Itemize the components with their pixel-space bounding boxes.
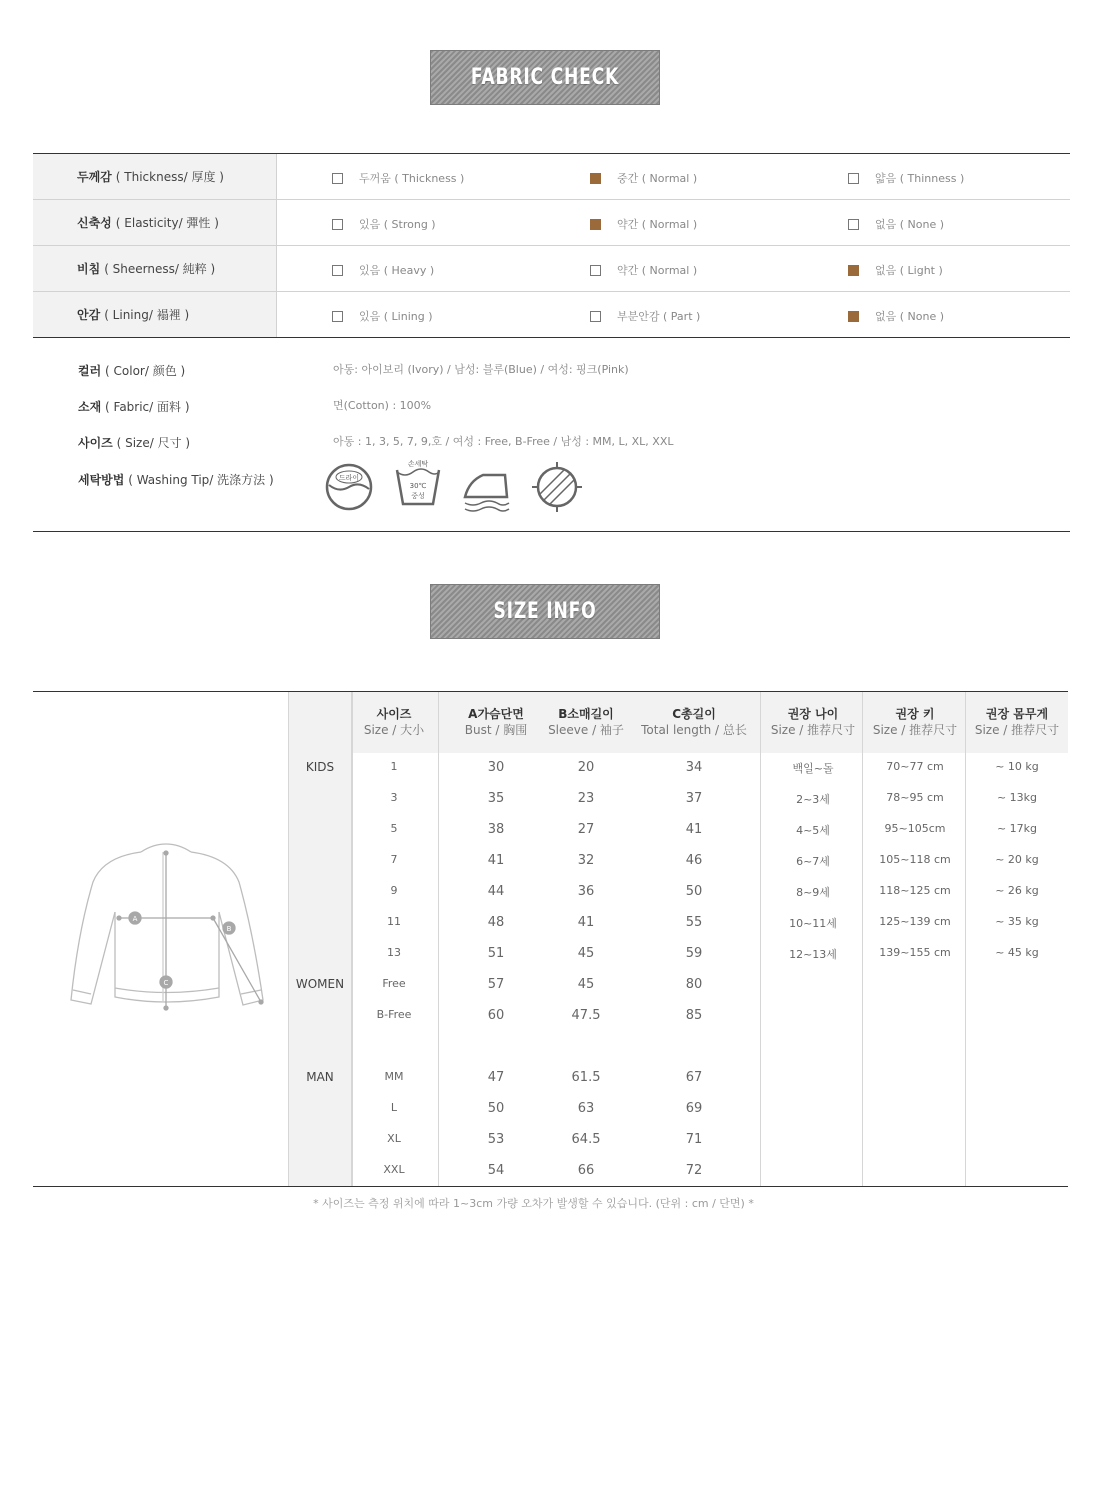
fabric-option	[332, 262, 434, 278]
fabric-option	[848, 216, 944, 232]
fabric-label-ko: 안감	[77, 308, 101, 322]
fabric-option	[848, 262, 943, 278]
column-divider	[438, 692, 439, 1186]
fabric-option-label: 부분안감 ( Part )	[617, 310, 701, 323]
header-ko: B소매길이	[558, 707, 614, 721]
checkbox	[590, 311, 601, 322]
fabric-row	[33, 246, 1070, 292]
size-cell-bust: 41	[487, 853, 505, 868]
size-cell-length: 50	[685, 884, 703, 899]
checkbox	[590, 173, 601, 184]
size-cell-weight: ~ 35 kg	[995, 915, 1039, 928]
size-cell-size: 1	[390, 760, 398, 773]
product-details	[33, 338, 1070, 532]
size-info-title: SIZE INFO	[493, 599, 597, 624]
fabric-label-en: ( Lining/ 褟裡 )	[104, 308, 190, 322]
fabric-option-label: 약간 ( Normal )	[617, 264, 698, 277]
size-header-sleeve	[543, 706, 629, 738]
header-sub: Size / 推荐尺寸	[872, 723, 958, 737]
size-cell-size: 3	[390, 791, 398, 804]
fabric-check-table	[33, 153, 1070, 338]
size-cell-sleeve: 47.5	[571, 1008, 601, 1023]
header-sub: Bust / 胸围	[464, 723, 528, 737]
column-divider	[965, 692, 966, 1186]
fabric-option	[332, 216, 436, 232]
marker-b: B	[226, 925, 232, 933]
header-ko: 사이즈	[376, 707, 412, 721]
size-cell-height: 95~105cm	[884, 822, 946, 835]
wash-detergent-text: 중성	[411, 492, 425, 500]
size-cell-sleeve: 20	[577, 760, 595, 775]
wash-temp-text: 30℃	[409, 482, 427, 490]
fabric-option-label: 얇음 ( Thinness )	[875, 172, 965, 185]
checkbox	[848, 173, 859, 184]
fabric-label-en: ( Thickness/ 厚度 )	[115, 170, 224, 184]
fabric-row-label	[33, 246, 277, 291]
fabric-option	[332, 308, 433, 324]
size-cell-bust: 48	[487, 915, 505, 930]
size-cell-size: Free	[382, 977, 406, 990]
size-cell-sleeve: 64.5	[571, 1132, 601, 1147]
size-cell-length: 59	[685, 946, 703, 961]
header-sub: Sleeve / 袖子	[548, 723, 624, 737]
header-ko: C총길이	[672, 707, 716, 721]
checkbox	[848, 219, 859, 230]
fabric-option	[332, 170, 464, 186]
fabric-option	[590, 262, 697, 278]
size-category: MAN	[306, 1070, 334, 1084]
size-cell-weight: ~ 10 kg	[995, 760, 1039, 773]
size-cell-bust: 30	[487, 760, 505, 775]
size-cell-size: L	[390, 1101, 398, 1114]
size-cell-length: 34	[685, 760, 703, 775]
fabric-option	[848, 170, 964, 186]
size-cell-bust: 53	[487, 1132, 505, 1147]
marker-c: C	[163, 979, 169, 987]
size-cell-size: 7	[390, 853, 398, 866]
sweatshirt-sketch	[33, 692, 288, 1186]
fabric-option-label: 있음 ( Heavy )	[359, 264, 435, 277]
fabric-option-label: 중간 ( Normal )	[617, 172, 698, 185]
header-ko: A가슴단면	[468, 707, 524, 721]
color-label: 컬러 ( Color/ 颜色 )	[78, 364, 186, 378]
size-cell-age: 12~13세	[789, 948, 837, 961]
size-category: KIDS	[305, 760, 335, 774]
size-cell-bust: 54	[487, 1163, 505, 1178]
size-cell-weight: ~ 13kg	[996, 791, 1038, 804]
size-cell-length: 67	[685, 1070, 703, 1085]
fabric-option	[848, 308, 944, 324]
checkbox	[590, 265, 601, 276]
size-cell-height: 139~155 cm	[879, 946, 951, 959]
size-info-banner	[430, 584, 660, 639]
column-divider	[760, 692, 761, 1186]
fabric-row	[33, 292, 1070, 338]
size-header-height	[864, 706, 966, 738]
size-cell-sleeve: 61.5	[571, 1070, 601, 1085]
size-cell-weight: ~ 20 kg	[995, 853, 1039, 866]
size-cell-length: 37	[685, 791, 703, 806]
size-header-age	[762, 706, 864, 738]
size-cell-bust: 57	[487, 977, 505, 992]
dry-clean-icon	[323, 461, 375, 513]
size-header-bust	[453, 706, 539, 738]
fabric-option	[590, 216, 697, 232]
size-header-weight	[966, 706, 1068, 738]
size-cell-sleeve: 63	[577, 1101, 595, 1116]
size-cell-height: 105~118 cm	[879, 853, 951, 866]
no-bleach-icon	[531, 461, 583, 513]
fabric-row-label	[33, 292, 277, 337]
checkbox	[590, 219, 601, 230]
size-cell-size: XXL	[383, 1163, 405, 1176]
header-sub: Size / 推荐尺寸	[770, 723, 856, 737]
iron-icon	[461, 461, 513, 513]
size-cell-sleeve: 45	[577, 977, 595, 992]
header-sub: Size / 大小	[363, 723, 425, 737]
column-divider	[862, 692, 863, 1186]
size-cell-size: 11	[387, 915, 401, 928]
size-cell-sleeve: 27	[577, 822, 595, 837]
marker-a: A	[132, 915, 138, 923]
fabric-option-label: 두꺼움 ( Thickness )	[359, 172, 465, 185]
size-cell-bust: 47	[487, 1070, 505, 1085]
size-cell-bust: 44	[487, 884, 505, 899]
column-divider	[352, 692, 353, 1186]
size-value: 아동 : 1, 3, 5, 7, 9,호 / 여성 : Free, B-Free / 남성 : MM, L, XL, XXL	[333, 435, 674, 448]
size-cell-weight: ~ 26 kg	[995, 884, 1039, 897]
fabric-option-label: 있음 ( Strong )	[359, 218, 436, 231]
size-cell-weight: ~ 17kg	[996, 822, 1038, 835]
header-ko: 권장 키	[895, 707, 935, 721]
header-sub: Total length / 总长	[641, 723, 747, 737]
fabric-row	[33, 154, 1070, 200]
fabric-label-en: ( Elasticity/ 彈性 )	[115, 216, 219, 230]
size-cell-height: 118~125 cm	[879, 884, 951, 897]
fabric-label: 소재 ( Fabric/ 面料 )	[78, 400, 190, 414]
size-cell-sleeve: 41	[577, 915, 595, 930]
size-cell-height: 70~77 cm	[886, 760, 944, 773]
size-cell-age: 10~11세	[789, 917, 837, 930]
size-cell-size: XL	[387, 1132, 401, 1145]
fabric-label-ko: 비침	[77, 262, 101, 276]
fabric-option	[590, 308, 700, 324]
header-ko: 권장 몸무게	[985, 707, 1049, 721]
dry-clean-text: 드라이	[338, 474, 360, 482]
fabric-check-title: FABRIC CHECK	[470, 65, 620, 90]
size-cell-bust: 35	[487, 791, 505, 806]
checkbox	[332, 219, 343, 230]
size-cell-sleeve: 45	[577, 946, 595, 961]
size-cell-bust: 38	[487, 822, 505, 837]
size-info-table	[33, 691, 1068, 1187]
fabric-option-label: 없음 ( None )	[875, 310, 945, 323]
size-header-length	[629, 706, 759, 738]
header-ko: 권장 나이	[787, 707, 839, 721]
size-category: WOMEN	[295, 977, 345, 991]
size-cell-length: 55	[685, 915, 703, 930]
fabric-label-en: ( Sheerness/ 純粹 )	[104, 262, 216, 276]
fabric-row	[33, 200, 1070, 246]
size-cell-bust: 60	[487, 1008, 505, 1023]
size-cell-bust: 51	[487, 946, 505, 961]
hand-wash-text: 손세탁	[407, 460, 429, 468]
fabric-option-label: 없음 ( Light )	[875, 264, 943, 277]
size-cell-height: 125~139 cm	[879, 915, 951, 928]
size-cell-age: 6~7세	[796, 855, 830, 868]
fabric-option-label: 있음 ( Lining )	[359, 310, 433, 323]
fabric-option	[590, 170, 697, 186]
fabric-label-ko: 두께감	[77, 170, 112, 184]
fabric-option-label: 없음 ( None )	[875, 218, 945, 231]
size-label: 사이즈 ( Size/ 尺寸 )	[78, 436, 191, 450]
size-cell-size: MM	[384, 1070, 404, 1083]
size-cell-size: 13	[387, 946, 401, 959]
fabric-row-label	[33, 154, 277, 199]
size-cell-age: 백일~돌	[792, 762, 834, 775]
checkbox	[332, 311, 343, 322]
size-cell-height: 78~95 cm	[886, 791, 944, 804]
checkbox	[848, 265, 859, 276]
fabric-label-ko: 신축성	[77, 216, 112, 230]
size-note: * 사이즈는 측정 위치에 따라 1~3cm 가량 오차가 발생할 수 있습니다. (단위 : cm / 단면) *	[313, 1197, 754, 1210]
size-cell-length: 85	[685, 1008, 703, 1023]
size-cell-length: 72	[685, 1163, 703, 1178]
size-cell-age: 4~5세	[796, 824, 830, 837]
hand-wash-icon	[393, 458, 443, 510]
fabric-option-label: 약간 ( Normal )	[617, 218, 698, 231]
size-cell-bust: 50	[487, 1101, 505, 1116]
size-cell-sleeve: 23	[577, 791, 595, 806]
size-cell-length: 80	[685, 977, 703, 992]
fabric-row-label	[33, 200, 277, 245]
size-cell-length: 69	[685, 1101, 703, 1116]
size-cell-size: 5	[390, 822, 398, 835]
color-value: 아동: 아이보리 (Ivory) / 남성: 블루(Blue) / 여성: 핑크(Pink)	[333, 363, 629, 376]
fabric-check-banner	[430, 50, 660, 105]
size-cell-length: 41	[685, 822, 703, 837]
checkbox	[848, 311, 859, 322]
size-cell-size: B-Free	[376, 1008, 412, 1021]
size-cell-length: 46	[685, 853, 703, 868]
header-sub: Size / 推荐尺寸	[974, 723, 1060, 737]
size-cell-weight: ~ 45 kg	[995, 946, 1039, 959]
size-header-size	[351, 706, 437, 738]
size-cell-length: 71	[685, 1132, 703, 1147]
checkbox	[332, 173, 343, 184]
checkbox	[332, 265, 343, 276]
fabric-value: 면(Cotton) : 100%	[333, 399, 432, 412]
size-cell-sleeve: 32	[577, 853, 595, 868]
size-cell-sleeve: 36	[577, 884, 595, 899]
wash-label: 세탁방법 ( Washing Tip/ 洗涤方法 )	[78, 473, 274, 487]
size-cell-age: 2~3세	[796, 793, 830, 806]
size-cell-size: 9	[390, 884, 398, 897]
size-cell-age: 8~9세	[796, 886, 830, 899]
size-cell-sleeve: 66	[577, 1163, 595, 1178]
